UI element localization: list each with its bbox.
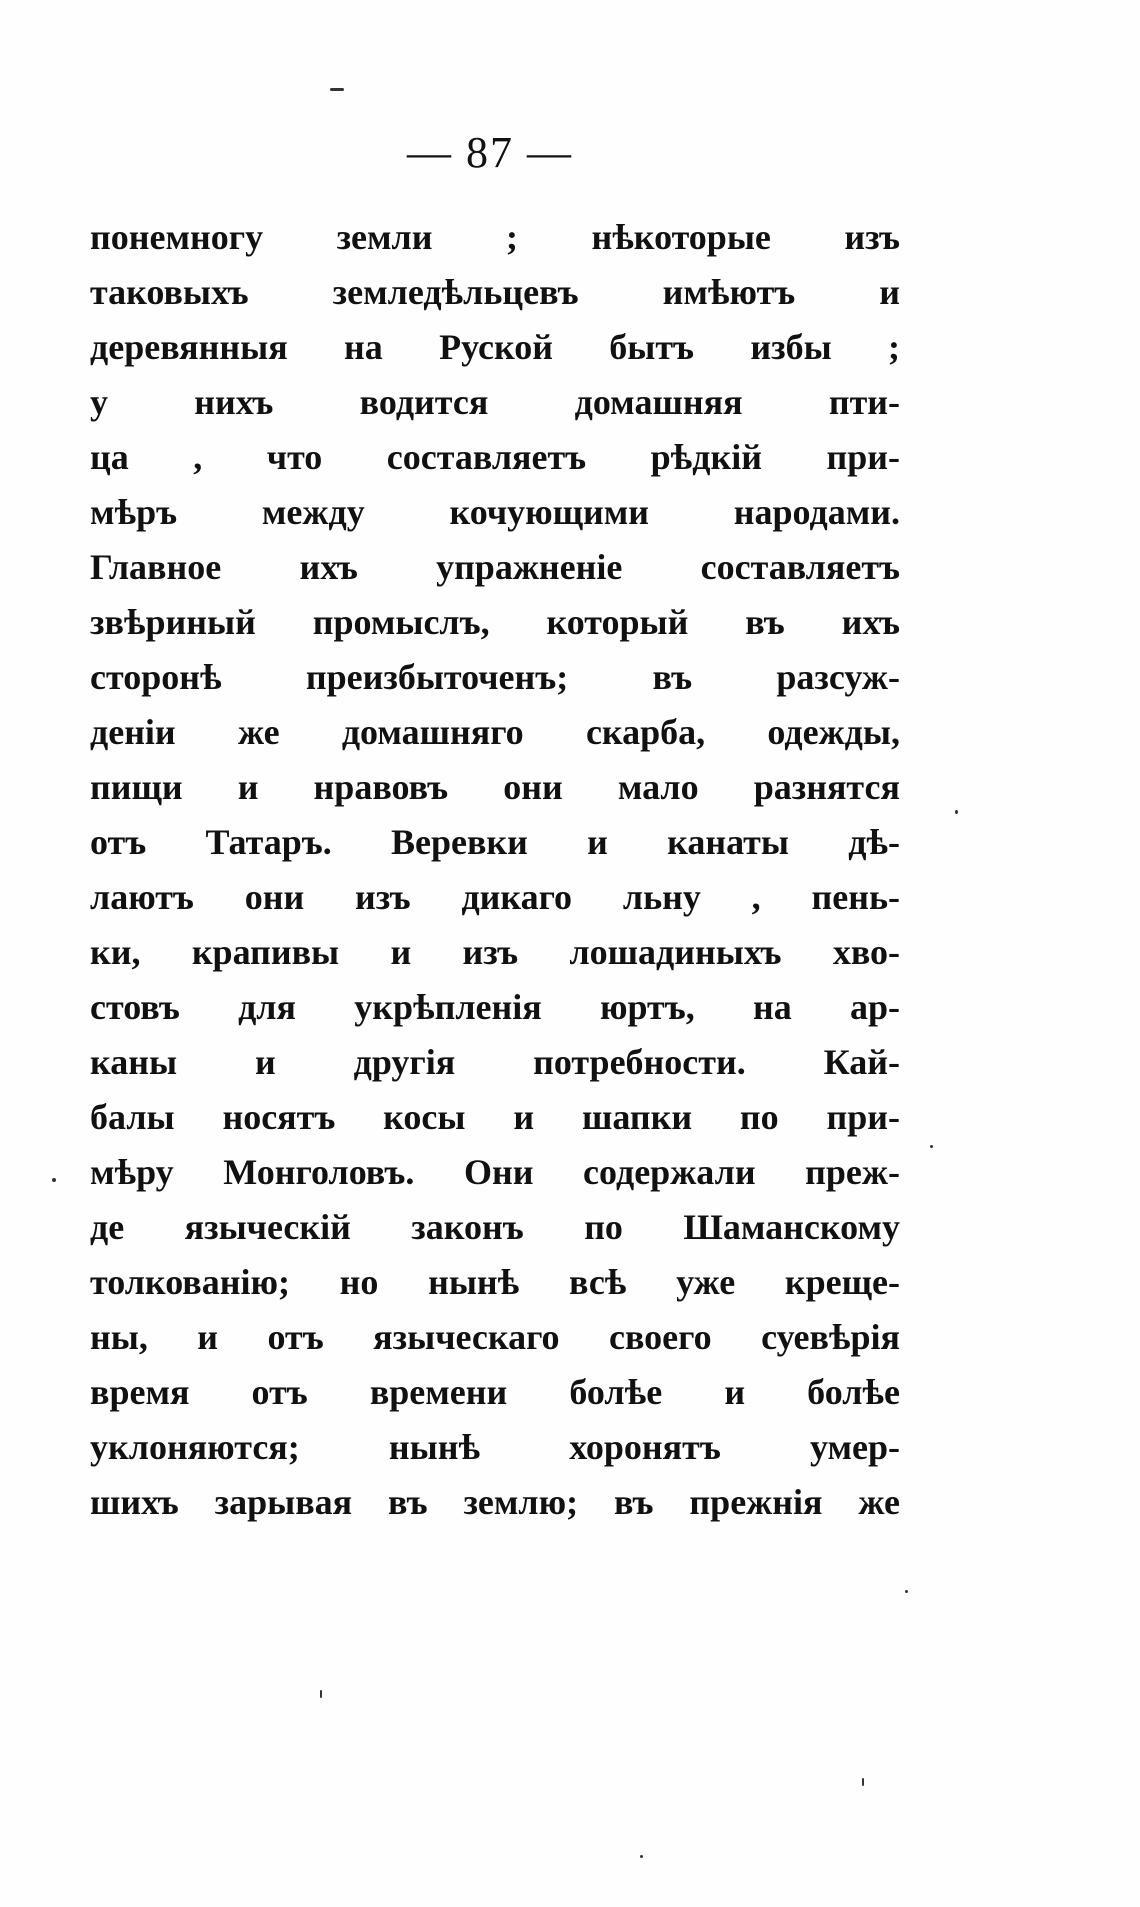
text-line: сторонѣ преизбыточенъ; въ разсуж-: [90, 657, 900, 697]
text-line: звѣриный промыслъ, который въ ихъ: [90, 602, 900, 642]
text-line: ца , что составляетъ рѣдкій при-: [90, 437, 900, 477]
scan-speck: [955, 810, 958, 814]
text-line: деніи же домашняго скарба, одежды,: [90, 712, 900, 752]
text-line: таковыхъ земледѣльцевъ имѣютъ и: [90, 272, 900, 312]
scan-speck: [52, 1178, 56, 1182]
text-line: понемногу земли ; нѣкоторые изъ: [90, 217, 900, 257]
scan-speck: [640, 1855, 643, 1858]
text-line: пищи и нравовъ они мало разнятся: [90, 767, 900, 807]
text-line: мѣру Монголовъ. Они содержали преж-: [90, 1152, 900, 1192]
text-line: стовъ для укрѣпленія юртъ, на ар-: [90, 987, 900, 1027]
text-line: каны и другія потребности. Кай-: [90, 1042, 900, 1082]
text-line: ны, и отъ языческаго своего суевѣрія: [90, 1317, 900, 1357]
text-line: Главное ихъ упражненіе составляетъ: [90, 547, 900, 587]
text-line: уклоняются; нынѣ хоронятъ умер-: [90, 1427, 900, 1467]
scan-speck: [330, 88, 344, 91]
text-line: балы носятъ косы и шапки по при-: [90, 1097, 900, 1137]
text-line: де языческій законъ по Шаманскому: [90, 1207, 900, 1247]
text-line: мѣръ между кочующими народами.: [90, 492, 900, 532]
text-line: у нихъ водится домашняя пти-: [90, 382, 900, 422]
page-body-text: [90, 210, 900, 1530]
text-line: ки, крапивы и изъ лошадиныхъ хво-: [90, 932, 900, 972]
text-line: отъ Татаръ. Веревки и канаты дѣ-: [90, 822, 900, 862]
text-line: шихъ зарывая въ землю; въ прежнія же: [90, 1482, 900, 1522]
scan-speck: [930, 1145, 933, 1148]
scan-speck: [862, 1778, 864, 1786]
text-line: толкованію; но нынѣ всѣ уже креще-: [90, 1262, 900, 1302]
page-number-header: — 87 —: [407, 128, 573, 177]
text-line: лаютъ они изъ дикаго льну , пень-: [90, 877, 900, 917]
scan-speck: [905, 1590, 908, 1593]
scan-speck: [320, 1690, 322, 1698]
text-line: время отъ времени болѣе и болѣе: [90, 1372, 900, 1412]
text-line: деревянныя на Руской бытъ избы ;: [90, 327, 900, 367]
